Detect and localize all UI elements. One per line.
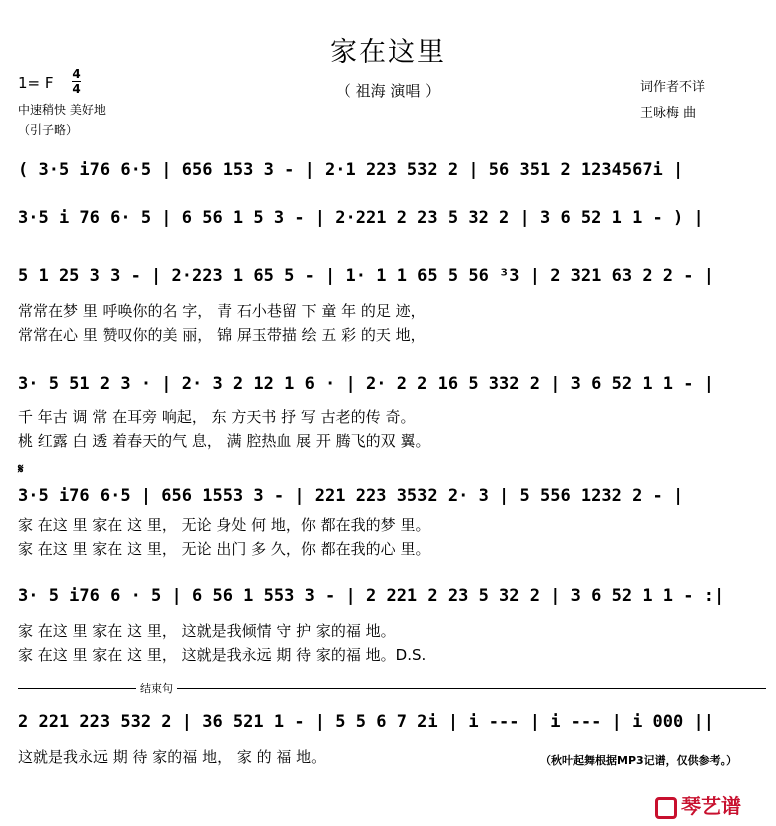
ending-label: 结束句 (136, 680, 177, 696)
notation-row-3: 5 1 25 3 3 - | 2·223 1 65 5 - | 1· 1 1 65 5 56 ³3 | 2 321 63 2 2 - | (18, 266, 714, 286)
notation-row-7: 2 221 223 532 2 | 36 521 1 - | 5 5 6 7 2i | i --- | i --- | i 000 || (18, 712, 714, 732)
lyric-line: 这就是我永远 期 待 家的福 地， 家 的 福 地。 (18, 748, 327, 766)
lyric-line: 家 在这 里 家在 这 里， 这就是我永远 期 待 家的福 地。D.S. (18, 646, 427, 664)
key-signature: 1= F (18, 74, 54, 92)
logo-icon (655, 797, 677, 819)
notation-row-5: 3·5 i76 6·5 | 656 1553 3 - | 221 223 3532 2· 3 | 5 556 1232 2 - | (18, 486, 684, 506)
lyric-line: 家 在这 里 家在 这 里， 无论 身处 何 地，你 都在我的梦 里。 (18, 516, 431, 534)
composer-credit: 王咏梅 曲 (640, 106, 697, 121)
site-logo: 琴艺谱 (655, 790, 741, 819)
notation-row-6: 3· 5 i76 6 · 5 | 6 56 1 553 3 - | 2 221 2 23 5 32 2 | 3 6 52 1 1 - :| (18, 586, 725, 606)
notation-row-1: ( 3·5 i76 6·5 | 656 153 3 - | 2·1 223 532 2 | 56 351 2 1234567i | (18, 160, 684, 180)
ending-bracket (18, 688, 766, 689)
lyric-line: 家 在这 里 家在 这 里， 这就是我倾情 守 护 家的福 地。 (18, 622, 396, 640)
notation-row-4: 3· 5 51 2 3 · | 2· 3 2 12 1 6 · | 2· 2 2 16 5 332 2 | 3 6 52 1 1 - | (18, 374, 714, 394)
lyric-line: 家 在这 里 家在 这 里， 无论 出门 多 久，你 都在我的心 里。 (18, 540, 431, 558)
transcription-note: （秋叶起舞根据MP3记谱，仅供参考。） (540, 754, 738, 767)
lyric-line: 桃 红露 白 透 着春天的气 息， 满 腔热血 展 开 腾飞的双 翼。 (18, 432, 431, 450)
lyricist-credit: 词作者不详 (640, 80, 706, 95)
lyric-line: 常常在心 里 赞叹你的美 丽， 锦 屏玉带描 绘 五 彩 的天 地， (18, 326, 426, 344)
notation-row-2: 3·5 i 76 6· 5 | 6 56 1 5 3 - | 2·221 2 23 5 32 2 | 3 6 52 1 1 - ) | (18, 208, 704, 228)
lyric-line: 千 年古 调 常 在耳旁 响起， 东 方天书 抒 写 古老的传 奇。 (18, 408, 416, 426)
time-signature: 4 4 (72, 67, 81, 96)
intro-note: （引子略） (18, 123, 79, 137)
tempo-marking: 中速稍快 美好地 (18, 103, 106, 117)
lyric-line: 常常在梦 里 呼唤你的名 字， 青 石小巷留 下 童 年 的足 迹， (18, 302, 426, 320)
page-title: 家在这里 (330, 37, 446, 68)
singer-credit: （ 祖海 演唱 ） (335, 82, 441, 100)
segno-symbol: 𝄋 (18, 462, 24, 477)
